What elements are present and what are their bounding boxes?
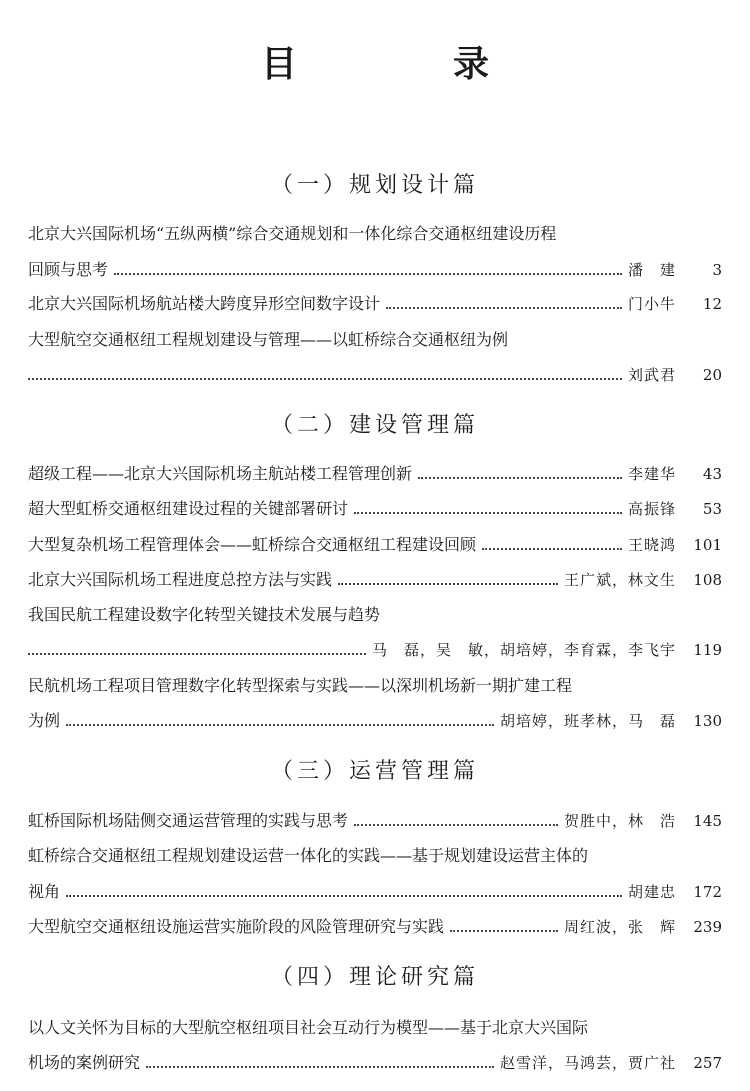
dot-leader [66,723,494,726]
dot-leader [386,306,622,309]
toc-entry[interactable] [28,562,722,590]
toc-entry[interactable] [28,1045,722,1073]
dot-leader [450,929,558,932]
entry-title: 回顾与思考 [28,260,109,279]
entry-title: 大型航空交通枢纽设施运营实施阶段的风险管理研究与实践 [28,917,445,936]
entry-title: 我国民航工程建设数字化转型关键技术发展与趋势 [28,605,381,624]
toc-entry-line[interactable] [28,322,722,350]
dot-leader [146,1065,494,1068]
section-heading: （四）理论研究篇 [270,965,479,990]
entry-author: 赵雪洋，马鸿芸，贾广社 [499,1054,676,1072]
entry-page: 12 [702,295,722,313]
entry-author: 贺胜中，林 浩 [563,812,676,830]
entry-page: 257 [693,1054,722,1072]
entry-author: 王晓鸿 [627,536,676,554]
toc-entry[interactable] [28,491,722,519]
entry-page: 130 [693,712,722,730]
entry-page: 3 [712,261,722,279]
entry-author: 胡培婷，班孝林，马 磊 [499,712,676,730]
section-heading: （三）运营管理篇 [270,759,479,784]
toc-entry[interactable] [28,456,722,484]
entry-title: 超级工程——北京大兴国际机场主航站楼工程管理创新 [28,464,413,483]
entry-title: 民航机场工程项目管理数字化转型探索与实践——以深圳机场新一期扩建工程 [28,676,573,695]
entry-title: 机场的案例研究 [28,1053,141,1072]
entry-page: 53 [702,500,722,518]
toc-entry-line[interactable] [28,838,722,866]
toc-entry[interactable] [28,286,722,314]
page-title: 目 录 [260,44,549,85]
toc-entry-line[interactable] [28,216,722,244]
entry-page: 20 [702,366,722,384]
toc-entry[interactable] [28,632,722,660]
entry-page: 119 [693,641,722,659]
entry-author: 门小牛 [627,295,676,313]
dot-leader [66,894,622,897]
toc-entry-line[interactable] [28,1010,722,1038]
toc-entry-line[interactable] [28,668,722,696]
entry-page: 172 [693,883,722,901]
entry-author: 胡建忠 [627,883,676,901]
entry-title: 北京大兴国际机场“五纵两横”综合交通规划和一体化综合交通枢纽建设历程 [28,224,557,243]
entry-author: 潘 建 [627,261,676,279]
entry-author: 王广斌，林文生 [563,571,676,589]
entry-page: 239 [693,918,722,936]
entry-author: 高振锋 [627,500,676,518]
dot-leader [338,582,558,585]
entry-title: 北京大兴国际机场航站楼大跨度异形空间数字设计 [28,294,381,313]
entry-title: 北京大兴国际机场工程进度总控方法与实践 [28,570,333,589]
entry-title: 为例 [28,711,61,730]
entry-title: 超大型虹桥交通枢纽建设过程的关键部署研讨 [28,499,349,518]
dot-leader [114,272,622,275]
dot-leader [354,511,622,514]
entry-title: 视角 [28,882,61,901]
toc-entry-line[interactable] [28,597,722,625]
dot-leader [354,823,558,826]
dot-leader [28,652,366,655]
toc-entry[interactable] [28,874,722,902]
toc-entry[interactable] [28,803,722,831]
entry-title: 以人文关怀为目标的大型航空枢纽项目社会互动行为模型——基于北京大兴国际 [28,1018,589,1037]
toc-entry[interactable] [28,527,722,555]
entry-page: 43 [702,465,722,483]
dot-leader [28,377,622,380]
entry-title: 虹桥国际机场陆侧交通运营管理的实践与思考 [28,811,349,830]
entry-title: 大型复杂机场工程管理体会——虹桥综合交通枢纽工程建设回顾 [28,535,477,554]
entry-title: 大型航空交通枢纽工程规划建设与管理——以虹桥综合交通枢纽为例 [28,330,509,349]
entry-author: 马 磊，吴 敏，胡培婷，李育霖，李飞宇 [371,641,676,659]
entry-title: 虹桥综合交通枢纽工程规划建设运营一体化的实践——基于规划建设运营主体的 [28,846,589,865]
entry-author: 李建华 [627,465,676,483]
toc-entry[interactable] [28,357,722,385]
entry-page: 101 [693,536,722,554]
entry-author: 周红波，张 辉 [563,918,676,936]
section-heading: （一）规划设计篇 [270,173,479,198]
toc-entry[interactable] [28,909,722,937]
entry-page: 108 [693,571,722,589]
entry-author: 刘武君 [627,366,676,384]
section-heading: （二）建设管理篇 [270,413,479,438]
toc-entry[interactable] [28,703,722,731]
entry-page: 145 [693,812,722,830]
dot-leader [482,547,622,550]
dot-leader [418,476,622,479]
toc-entry[interactable] [28,252,722,280]
